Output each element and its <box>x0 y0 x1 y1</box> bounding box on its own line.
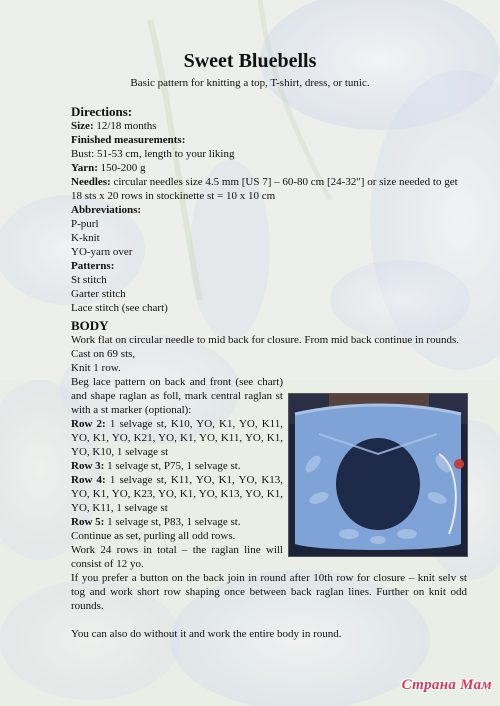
row-label: Row 5: <box>71 516 105 528</box>
body-heading: BODY <box>71 318 109 333</box>
needles-value: circular needles size 4.5 mm [US 7] – 60-80 cm [24-32"] or size needed to get 18 sts x 20 rows in stockinette st = 10 x 10 cm <box>71 176 458 202</box>
row-4 <box>71 473 283 515</box>
row-text: 1 selvage st, P83, 1 selvage st. <box>107 516 241 528</box>
row-2 <box>71 417 283 459</box>
pattern-item: Garter stitch <box>71 288 126 300</box>
measurements-value: Bust: 51-53 cm, length to your liking <box>71 148 235 160</box>
without-note: You can also do without it and work the entire body in round. <box>71 628 342 640</box>
row-text: 1 selvage st, P75, 1 selvage st. <box>107 460 241 472</box>
directions-section <box>71 104 467 315</box>
button-note: If you prefer a button on the back join in round after 10th row for closure – knit selv st tog and work short row shaping once between back raglan lines. Further on knit odd rounds. <box>71 572 467 612</box>
directions-heading: Directions: <box>71 104 133 119</box>
row-text: 1 selvage st, K10, YO, K1, YO, K11, YO, K1, YO, K21, YO, K1, YO, K11, YO, K1, YO, K10, 1 selvage st <box>71 418 284 458</box>
cast-on-line: Cast on 69 sts, <box>71 348 136 360</box>
measurements-label: Finished measurements: <box>71 134 186 146</box>
size-line <box>71 119 467 133</box>
lace-intro: Beg lace pattern on back and front (see chart) and shape raglan as foll, mark central raglan st with a st marker (optional): <box>71 376 283 416</box>
row-text: 1 selvage st, K11, YO, K1, YO, K13, YO, K1, YO, K23, YO, K1, YO, K13, YO, K1, YO, K11, 1 selvage st <box>71 474 284 514</box>
page-subtitle: Basic pattern for knitting a top, T-shirt, dress, or tunic. <box>130 77 370 89</box>
row-3 <box>71 459 283 473</box>
body-intro: Work flat on circular needle to mid back for closure. From mid back continue in rounds. <box>71 334 459 346</box>
row-5 <box>71 515 283 529</box>
needles-label: Needles: <box>71 176 111 188</box>
knitted-yoke-photo <box>288 393 468 557</box>
yarn-label: Yarn: <box>71 162 98 174</box>
pattern-item: Lace stitch (see chart) <box>71 302 168 314</box>
knit-row-line: Knit 1 row. <box>71 362 121 374</box>
page-title: Sweet Bluebells <box>183 50 317 72</box>
row-label: Row 2: <box>71 418 106 430</box>
pattern-item: St stitch <box>71 274 107 286</box>
yarn-value: 150-200 g <box>100 162 146 174</box>
paragraph-spacer <box>71 613 467 627</box>
continue-line: Continue as set, purling all odd rows. <box>71 530 236 542</box>
abbreviation-item: P-purl <box>71 218 99 230</box>
site-watermark: Страна Мам <box>401 677 492 693</box>
patterns-label: Patterns: <box>71 260 115 272</box>
knitted-yoke-illustration <box>289 394 467 556</box>
work24-line: Work 24 rows in total – the raglan line will consist of 12 yo. <box>71 544 283 570</box>
row-label: Row 4: <box>71 474 106 486</box>
yarn-line <box>71 161 467 175</box>
size-value: 12/18 months <box>96 120 157 132</box>
abbreviation-item: YO-yarn over <box>71 246 133 258</box>
abbreviations-label: Abbreviations: <box>71 204 142 216</box>
row-label: Row 3: <box>71 460 105 472</box>
size-label: Size: <box>71 120 94 132</box>
needles-line <box>71 175 467 203</box>
abbreviation-item: K-knit <box>71 232 100 244</box>
